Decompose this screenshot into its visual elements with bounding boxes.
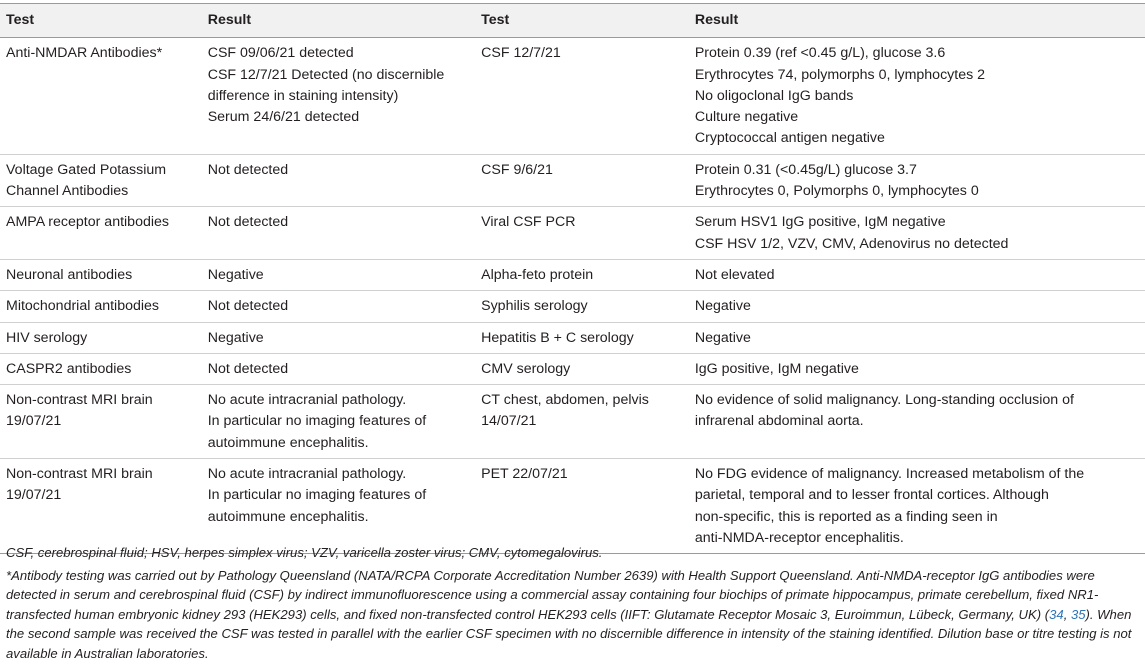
test-name-cell: Mitochondrial antibodies [0, 291, 202, 322]
result-cell-2 [689, 259, 1145, 290]
cell-line: Not detected [207, 214, 289, 231]
result-cell-2 [689, 207, 1145, 260]
cell-line: infrarenal abdominal aorta. [694, 413, 864, 430]
table-row [0, 353, 1145, 384]
test-name-cell-2 [475, 291, 689, 322]
cell-line: No acute intracranial pathology. [207, 466, 407, 483]
cell-line: In particular no imaging features of [207, 413, 427, 430]
result-cell-2 [689, 353, 1145, 384]
test-name-cell-2 [475, 38, 689, 154]
test-name-cell: HIV serology [0, 322, 202, 353]
table-row [0, 322, 1145, 353]
cell-line: Negative [694, 298, 751, 315]
result-cell [202, 154, 475, 207]
test-name-cell: Voltage Gated Potassium Channel Antibodies [0, 154, 202, 207]
test-name-cell-2 [475, 353, 689, 384]
table-row [0, 207, 1145, 260]
result-cell [202, 38, 475, 154]
cell-line: No evidence of solid malignancy. Long-standing occlusion of [694, 392, 1074, 409]
cell-line: Negative [694, 329, 751, 346]
cell-line: 14/07/21 [481, 413, 537, 430]
cell-line: difference in staining intensity) [207, 87, 399, 104]
reference-separator: , [1063, 606, 1071, 622]
cell-line: No oligoclonal IgG bands [694, 87, 854, 104]
cell-line: Viral CSF PCR [481, 214, 576, 231]
header-result-1: Result [202, 4, 475, 38]
abbreviations-footnote: CSF, cerebrospinal fluid; HSV, herpes simplex virus; VZV, varicella zoster virus; CMV, cytomegalovirus. [6, 545, 603, 560]
cell-line: Syphilis serology [481, 298, 588, 315]
cell-line: Erythrocytes 74, polymorphs 0, lymphocytes 2 [694, 66, 986, 83]
table-footnotes [6, 543, 1140, 664]
cell-line: Serum HSV1 IgG positive, IgM negative [694, 214, 946, 231]
test-name-cell-2 [475, 154, 689, 207]
header-result-2: Result [689, 4, 1145, 38]
cell-line: Erythrocytes 0, Polymorphs 0, lymphocytes 0 [694, 183, 979, 200]
table-row [0, 459, 1145, 554]
result-cell [202, 353, 475, 384]
table-row [0, 259, 1145, 290]
header-test-1: Test [0, 4, 202, 38]
test-name-cell-2 [475, 459, 689, 554]
antibody-testing-footnote [6, 566, 1140, 664]
cell-line: Not elevated [694, 266, 775, 283]
cell-line: Alpha-feto protein [481, 266, 594, 283]
cell-line: Hepatitis B + C serology [481, 329, 634, 346]
test-name-cell: AMPA receptor antibodies [0, 207, 202, 260]
cell-line: Protein 0.31 (<0.45g/L) glucose 3.7 [694, 161, 917, 178]
result-cell-2 [689, 291, 1145, 322]
footnote-text-end: ). When the second sample was received the CSF was tested in parallel with the earlier CSF specimen with no discernible difference in intensity of the staining identified. Dilution base or titre testing is not available in Australian laboratories. [6, 606, 1132, 661]
reference-link-34[interactable]: 34 [1049, 606, 1064, 622]
cell-line: autoimmune encephalitis. [207, 508, 369, 525]
result-cell [202, 207, 475, 260]
cell-line: autoimmune encephalitis. [207, 434, 369, 451]
test-name-cell-2 [475, 385, 689, 459]
cell-line: PET 22/07/21 [481, 466, 568, 483]
cell-line: Protein 0.39 (ref <0.45 g/L), glucose 3.6 [694, 45, 946, 62]
result-cell [202, 459, 475, 554]
cell-line: parietal, temporal and to lesser frontal cortices. Although [694, 487, 1049, 504]
test-name-cell: Anti-NMDAR Antibodies* [0, 38, 202, 154]
result-cell-2 [689, 322, 1145, 353]
test-name-cell-2 [475, 322, 689, 353]
table-row [0, 385, 1145, 459]
cell-line: CT chest, abdomen, pelvis [481, 392, 649, 409]
footnote-text-start: *Antibody testing was carried out by Pathology Queensland (NATA/RCPA Corporate Accreditation Number 2639) with Health Support Queensland. Anti-NMDA-receptor IgG antibodies were detected in serum and cerebrospinal fluid (CSF) by indirect immunofluorescence using a commercial assay containing four biochips of primate hippocampus, primate cerebellum, fixed NR1-transfected human embryonic kidney 293 (HEK293) cells, and fixed non-transfected control HEK293 cells (IIFT: Glutamate Receptor Mosaic 3, Euroimmun, Lübeck, Germany, UK) ( [6, 567, 1099, 622]
cell-line: Negative [207, 266, 264, 283]
test-name-cell: CASPR2 antibodies [0, 353, 202, 384]
result-cell-2 [689, 154, 1145, 207]
result-cell-2 [689, 38, 1145, 154]
result-cell-2 [689, 459, 1145, 554]
table-row [0, 154, 1145, 207]
cell-line: CSF 9/6/21 [481, 161, 553, 178]
test-name-cell-2 [475, 259, 689, 290]
result-cell [202, 322, 475, 353]
cell-line: CSF HSV 1/2, VZV, CMV, Adenovirus no detected [694, 235, 1009, 252]
cell-line: CSF 09/06/21 detected [207, 45, 354, 62]
test-name-cell: Non-contrast MRI brain 19/07/21 [0, 459, 202, 554]
results-table [0, 3, 1145, 554]
result-cell-2 [689, 385, 1145, 459]
test-name-cell: Non-contrast MRI brain 19/07/21 [0, 385, 202, 459]
cell-line: Not detected [207, 360, 289, 377]
header-test-2: Test [475, 4, 689, 38]
cell-line: Not detected [207, 298, 289, 315]
result-cell [202, 385, 475, 459]
reference-link-35[interactable]: 35 [1070, 606, 1086, 622]
cell-line: IgG positive, IgM negative [694, 360, 859, 377]
test-name-cell-2 [475, 207, 689, 260]
cell-line: No acute intracranial pathology. [207, 392, 407, 409]
cell-line: Serum 24/6/21 detected [207, 109, 360, 126]
table-header-row [0, 4, 1145, 38]
cell-line: CSF 12/7/21 [481, 45, 561, 62]
cell-line: anti-NMDA-receptor encephalitis. [694, 529, 904, 546]
cell-line: non-specific, this is reported as a finding seen in [694, 508, 998, 525]
cell-line: Negative [207, 329, 264, 346]
test-name-cell: Neuronal antibodies [0, 259, 202, 290]
result-cell [202, 291, 475, 322]
cell-line: Not detected [207, 161, 289, 178]
result-cell [202, 259, 475, 290]
cell-line: Culture negative [694, 109, 799, 126]
table-body [0, 38, 1145, 554]
cell-line: In particular no imaging features of [207, 487, 427, 504]
cell-line: No FDG evidence of malignancy. Increased metabolism of the [694, 466, 1085, 483]
cell-line: CSF 12/7/21 Detected (no discernible [207, 66, 445, 83]
cell-line: Cryptococcal antigen negative [694, 130, 885, 147]
table-row [0, 38, 1145, 154]
table-row [0, 291, 1145, 322]
cell-line: CMV serology [481, 360, 571, 377]
